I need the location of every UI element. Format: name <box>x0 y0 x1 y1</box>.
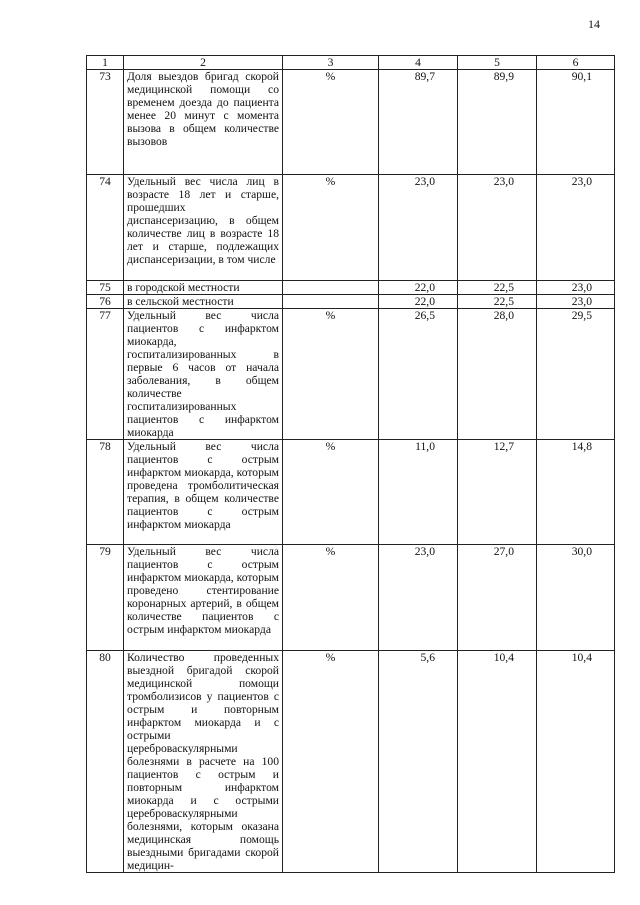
value-col5: 22,5 <box>458 295 537 309</box>
value-col4: 22,0 <box>379 281 458 295</box>
header-cell: 1 <box>87 56 124 70</box>
value-col6: 30,0 <box>537 545 615 651</box>
table-row <box>87 281 615 295</box>
indicator-table <box>86 55 615 873</box>
value-col4: 22,0 <box>379 295 458 309</box>
unit-cell <box>283 295 379 309</box>
row-number: 78 <box>87 440 124 545</box>
indicator-name: Доля выездов бригад скорой медицинской помощи со временем доезда до пациента менее 20 минут с момента вызова в общем количестве вызовов <box>124 70 283 175</box>
value-col4: 23,0 <box>379 175 458 281</box>
value-col5: 23,0 <box>458 175 537 281</box>
table-row <box>87 440 615 545</box>
value-col4: 5,6 <box>379 651 458 873</box>
value-col6: 14,8 <box>537 440 615 545</box>
indicator-name: Удельный вес числа пациентов с острым инфарктом миокарда, которым проведено стентирование коронарных артерий, в общем количестве пациентов с острым инфарктом миокарда <box>124 545 283 651</box>
row-number: 74 <box>87 175 124 281</box>
unit-cell <box>283 281 379 295</box>
value-col4: 26,5 <box>379 309 458 440</box>
value-col6: 23,0 <box>537 281 615 295</box>
header-cell: 2 <box>124 56 283 70</box>
indicator-name: Удельный вес числа пациентов с инфарктом миокарда, госпитализированных в первые 6 часов от начала заболевания, в общем количестве госпитализированных пациентов с инфарктом миокарда <box>124 309 283 440</box>
value-col4: 11,0 <box>379 440 458 545</box>
value-col5: 22,5 <box>458 281 537 295</box>
row-number: 76 <box>87 295 124 309</box>
unit-cell: % <box>283 175 379 281</box>
value-col6: 29,5 <box>537 309 615 440</box>
indicator-name: в сельской местности <box>124 295 283 309</box>
value-col4: 89,7 <box>379 70 458 175</box>
table-row <box>87 175 615 281</box>
row-number: 77 <box>87 309 124 440</box>
header-cell: 6 <box>537 56 615 70</box>
unit-cell: % <box>283 70 379 175</box>
value-col5: 10,4 <box>458 651 537 873</box>
value-col6: 10,4 <box>537 651 615 873</box>
value-col6: 23,0 <box>537 295 615 309</box>
value-col5: 27,0 <box>458 545 537 651</box>
indicator-name: Количество проведенных выездной бригадой скорой медицинской помощи тромболизисов у пациентов с острым и повторным инфарктом миокарда и с острыми цереброваскулярными болезнями в расчете на 100 пациентов с острым и повторным инфарктом миокарда и с острыми цереброваскулярными болезнями, которым оказана медицинская помощь выездными бригадами скорой медицин- <box>124 651 283 873</box>
value-col6: 23,0 <box>537 175 615 281</box>
unit-cell: % <box>283 545 379 651</box>
header-cell: 3 <box>283 56 379 70</box>
unit-cell: % <box>283 309 379 440</box>
indicator-name: в городской местности <box>124 281 283 295</box>
table-header-row <box>87 56 615 70</box>
table-row <box>87 295 615 309</box>
table-row <box>87 545 615 651</box>
value-col5: 28,0 <box>458 309 537 440</box>
table-row <box>87 309 615 440</box>
indicator-name: Удельный вес числа лиц в возрасте 18 лет и старше, прошедших диспансеризацию, в общем количестве лиц в возрасте 18 лет и старше, подлежащих диспансеризации, в том числе <box>124 175 283 281</box>
unit-cell: % <box>283 440 379 545</box>
indicator-name: Удельный вес числа пациентов с острым инфарктом миокарда, которым проведена тромболитическая терапия, в общем количестве пациентов с острым инфарктом миокарда <box>124 440 283 545</box>
row-number: 80 <box>87 651 124 873</box>
unit-cell: % <box>283 651 379 873</box>
header-cell: 4 <box>379 56 458 70</box>
row-number: 73 <box>87 70 124 175</box>
page-number: 14 <box>588 17 600 31</box>
value-col5: 12,7 <box>458 440 537 545</box>
value-col5: 89,9 <box>458 70 537 175</box>
value-col6: 90,1 <box>537 70 615 175</box>
row-number: 79 <box>87 545 124 651</box>
header-cell: 5 <box>458 56 537 70</box>
table-row <box>87 70 615 175</box>
row-number: 75 <box>87 281 124 295</box>
table-row <box>87 651 615 873</box>
value-col4: 23,0 <box>379 545 458 651</box>
